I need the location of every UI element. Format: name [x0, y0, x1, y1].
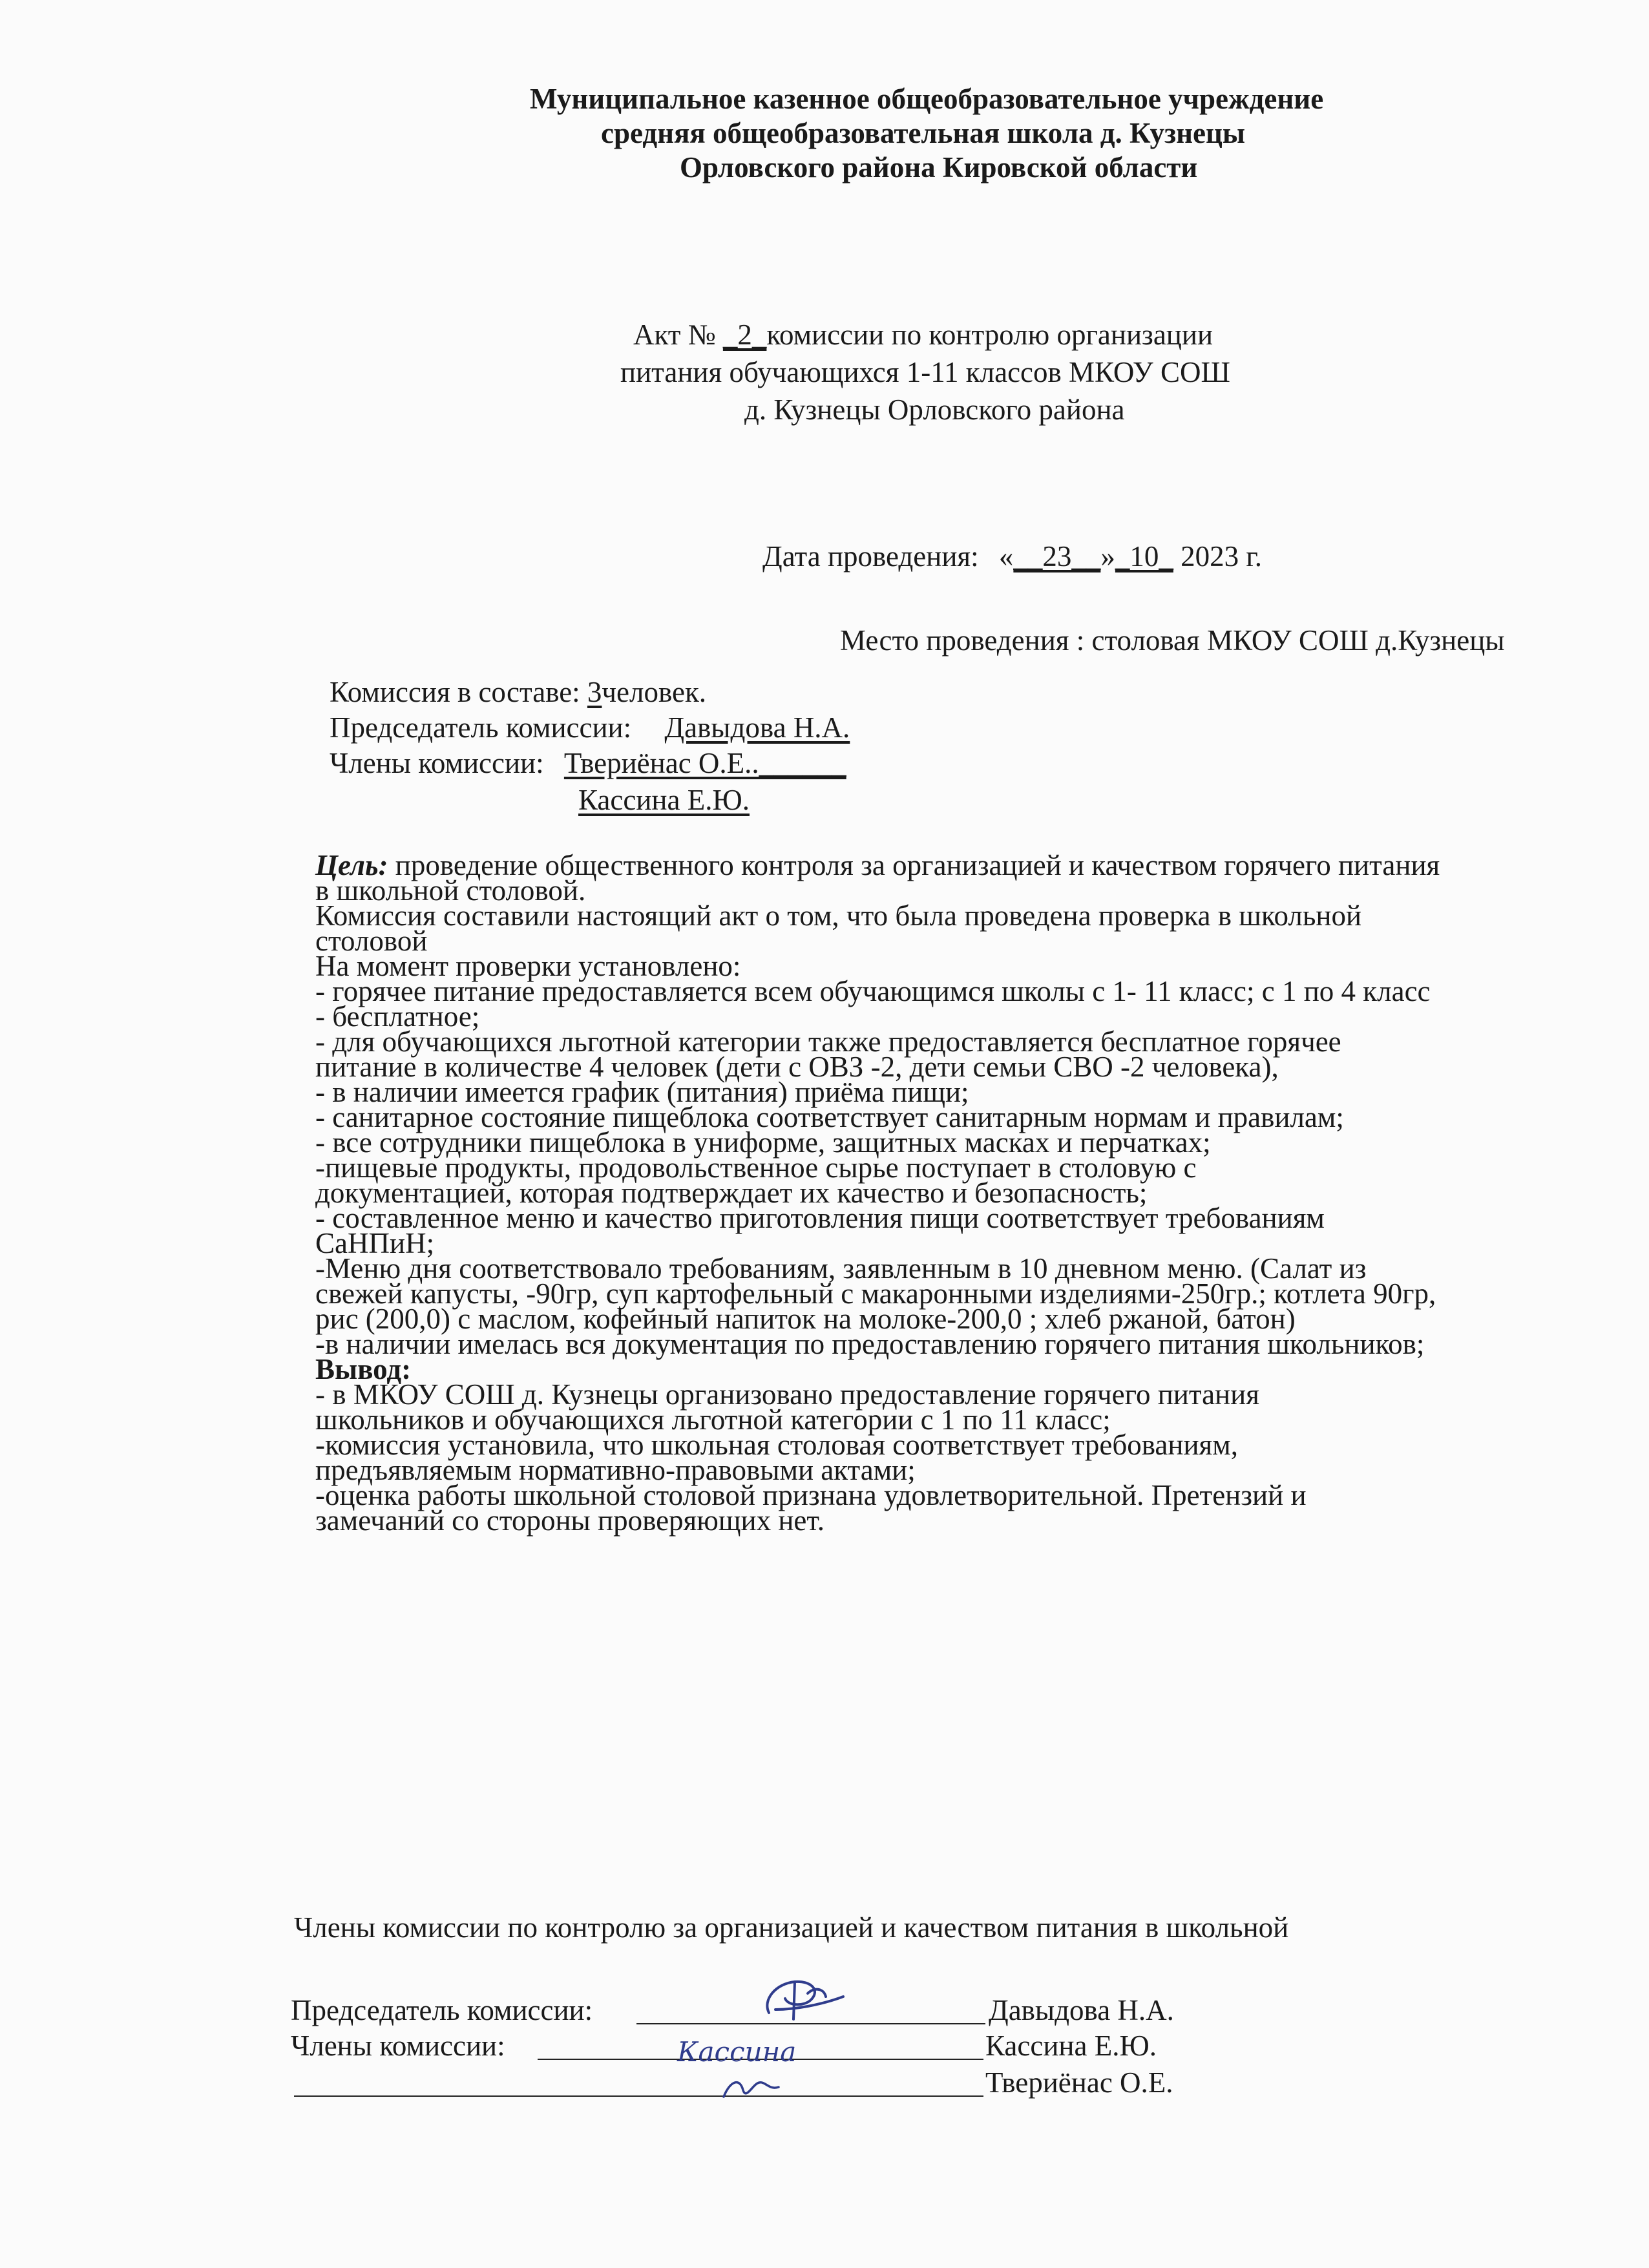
commission-chair-label: Председатель комиссии:: [330, 711, 639, 744]
conclusion-line: -оценка работы школьной столовой признана удовлетворительной. Претензий и: [315, 1479, 1307, 1511]
body-line: рис (200,0) с маслом, кофейный напиток на молоке-200,0 ; хлеб ржаной, батон): [315, 1303, 1296, 1335]
body-line: в школьной столовой.: [315, 874, 586, 907]
date-label: Дата проведения:: [762, 540, 979, 572]
date-close-quote: »: [1100, 540, 1115, 572]
act-number-label: Акт №: [633, 319, 723, 351]
body-line: столовой: [315, 925, 428, 957]
signature-member1-text: Кассина: [677, 2036, 797, 2068]
conclusion-line: замечаний со стороны проверяющих нет.: [315, 1504, 824, 1537]
body-line: -Меню дня соответствовало требованиям, заявленным в 10 дневном меню. (Салат из: [315, 1252, 1367, 1285]
date-year: 2023 г.: [1173, 540, 1263, 572]
commission-member2: Кассина Е.Ю.: [578, 784, 750, 816]
sig-chair-name: Давыдова Н.А.: [989, 1994, 1174, 2026]
body-line: - все сотрудники пищеблока в униформе, защитных масках и перчатках;: [315, 1126, 1211, 1159]
body-line: - санитарное состояние пищеблока соответствует санитарным нормам и правилам;: [315, 1101, 1344, 1133]
body-line: - бесплатное;: [315, 1000, 480, 1033]
sig-chair-label: Председатель комиссии:: [291, 1994, 593, 2026]
commission-size-line: [330, 675, 706, 709]
body-line: свежей капусты, -90гр, суп картофельный с макаронными изделиями-250гр.; котлета 90гр,: [315, 1277, 1436, 1310]
date-open-quote: «: [998, 540, 1014, 572]
commission-members-label: Члены комиссии:: [330, 747, 551, 779]
signature-member2-mark: [717, 2071, 788, 2103]
commission-member1: Твериёнас О.Е..______: [563, 747, 846, 779]
body-line: документацией, которая подтверждает их качество и безопасность;: [315, 1177, 1148, 1209]
body-line: - в наличии имеется график (питания) приёма пищи;: [315, 1076, 969, 1108]
act-title-text: комиссии по контролю организации: [766, 319, 1213, 351]
conclusion-line: -комиссия установила, что школьная столовая соответствует требованиям,: [315, 1429, 1238, 1461]
act-title-line2: питания обучающихся 1-11 классов МКОУ СОШ: [620, 356, 1230, 388]
commission-members-line: [330, 746, 846, 780]
commission-size-label: Комиссия в составе:: [330, 676, 587, 708]
body-line: На момент проверки установлено:: [315, 950, 741, 982]
closing-line: Члены комиссии по контролю за организацией и качеством питания в школьной: [294, 1911, 1289, 1944]
commission-size-suffix: человек.: [602, 676, 707, 708]
act-number: _2_: [722, 319, 767, 351]
body-line: - горячее питание предоставляется всем обучающимся школы с 1- 11 класс; с 1 по 4 класс: [315, 975, 1431, 1007]
body-line: Комиссия составили настоящий акт о том, что была проведена проверка в школьной: [315, 899, 1362, 932]
sig-member2-name: Твериёнас О.Е.: [985, 2066, 1173, 2099]
act-body: [315, 849, 1608, 1537]
date-line: [762, 540, 1262, 573]
conclusion-line: школьников и обучающихся льготной категории с 1 по 11 класс;: [315, 1403, 1111, 1436]
conclusion-heading: Вывод:: [315, 1353, 412, 1385]
school-name-line3: Орловского района Кировской области: [680, 151, 1198, 184]
body-line: питание в количестве 4 человек (дети с ОВЗ -2, дети семьи СВО -2 человека),: [315, 1051, 1279, 1083]
goal-label: Цель:: [315, 849, 388, 881]
date-day: __23__: [1013, 540, 1101, 572]
act-title-line1: [633, 318, 1213, 352]
commission-member2-line: [578, 783, 750, 817]
body-line: - для обучающихся льготной категории также предоставляется бесплатное горячее: [315, 1025, 1341, 1058]
act-title-line3: д. Кузнецы Орловского района: [744, 394, 1125, 426]
sig-member1-name: Кассина Е.Ю.: [985, 2030, 1157, 2062]
body-line: СаНПиН;: [315, 1227, 435, 1259]
body-line: -пищевые продукты, продовольственное сырье поступает в столовую с: [315, 1151, 1197, 1184]
place-line: Место проведения : столовая МКОУ СОШ д.Кузнецы: [840, 624, 1505, 656]
body-line: -в наличии имелась вся документация по предоставлению горячего питания школьников;: [315, 1328, 1425, 1360]
signature-member1-mark: [672, 2035, 840, 2071]
school-name-line1: Муниципальное казенное общеобразовательное учреждение: [530, 83, 1324, 115]
commission-size-value: 3: [587, 676, 602, 708]
body-line: - составленное меню и качество приготовления пищи соответствует требованиям: [315, 1202, 1325, 1234]
date-month: _10_: [1115, 540, 1173, 572]
sig-member2-line: [294, 2095, 983, 2097]
sig-members-label: Члены комиссии:: [291, 2030, 505, 2062]
conclusion-line: предъявляемым нормативно-правовыми актами;: [315, 1454, 916, 1486]
conclusion-line: - в МКОУ СОШ д. Кузнецы организовано предоставление горячего питания: [315, 1378, 1259, 1411]
signature-chair-mark: [750, 1974, 846, 2029]
school-name-line2: средняя общеобразовательная школа д. Кузнецы: [601, 117, 1246, 149]
commission-chair-line: [330, 711, 850, 744]
goal-text: проведение общественного контроля за организацией и качеством горячего питания: [388, 849, 1440, 881]
commission-chair-name: Давыдова Н.А.: [664, 711, 850, 744]
